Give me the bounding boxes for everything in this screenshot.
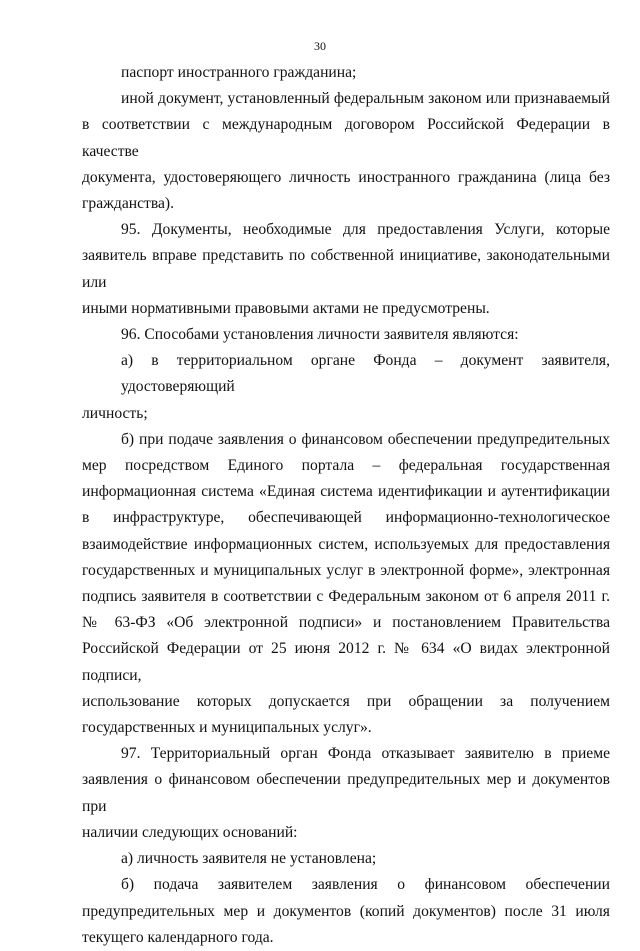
text-line: б) подача заявителем заявления о финансовом обеспечении (121, 876, 610, 894)
text-line: мер посредством Единого портала – федеральная государственная (82, 457, 610, 475)
text-line: подпись заявителя в соответствии с Федеральным законом от 6 апреля 2011 г. (82, 588, 610, 606)
paragraph-96 (82, 322, 610, 348)
text-line: информационная система «Единая система идентификации и аутентификации (82, 483, 610, 501)
text-line: предупредительных мер и документов (копий документов) после 31 июля (82, 902, 610, 920)
text-line: 97. Территориальный орган Фонда отказывает заявителю в приеме (121, 745, 610, 763)
text-line: гражданства). (82, 195, 174, 213)
text-line: паспорт иностранного гражданина; (121, 64, 357, 81)
text-line: заявитель вправе представить по собственной инициативе, законодательными или (82, 247, 610, 291)
text-line: наличии следующих оснований: (82, 823, 298, 841)
paragraph-96-b (82, 427, 610, 741)
text-line: Российской Федерации от 25 июня 2012 г. № 634 «О видах электронной подписи, (82, 640, 610, 684)
text-line: текущего календарного года. (82, 928, 274, 946)
paragraph-passport (82, 60, 610, 86)
text-line: взаимодействие информационных систем, используемых для предоставления (82, 535, 610, 553)
document-body (82, 60, 610, 951)
page-number: 30 (314, 39, 326, 53)
text-line: иными нормативными правовыми актами не предусмотрены. (82, 299, 490, 317)
text-line: 95. Документы, необходимые для предоставления Услуги, которые (121, 221, 610, 239)
text-line: в соответствии с международным договором Российской Федерации в качестве (82, 116, 610, 160)
text-line: в инфраструктуре, обеспечивающей информационно-технологическое (82, 509, 610, 527)
text-line: № 63-ФЗ «Об электронной подписи» и постановлением Правительства (82, 614, 610, 632)
paragraph-97 (82, 741, 610, 846)
text-line: а) в территориальном органе Фонда – документ заявителя, удостоверяющий (121, 352, 610, 396)
text-line: заявления о финансовом обеспечении предупредительных мер и документов при (82, 771, 610, 815)
paragraph-97-b (82, 872, 610, 951)
paragraph-other-document (82, 86, 610, 217)
text-line: а) личность заявителя не установлена; (121, 850, 377, 868)
text-line: иной документ, установленный федеральным законом или признаваемый (121, 90, 610, 108)
paragraph-95 (82, 217, 610, 322)
text-line: личность; (82, 404, 148, 422)
text-line: документа, удостоверяющего личность иностранного гражданина (лица без (82, 168, 610, 186)
text-line: 96. Способами установления личности заявителя являются: (121, 326, 519, 344)
text-line: использование которых допускается при обращении за получением (82, 692, 610, 710)
text-line: б) при подаче заявления о финансовом обеспечении предупредительных (121, 430, 610, 448)
paragraph-96-a (82, 348, 610, 427)
text-line: государственных и муниципальных услуг в электронной форме», электронная (82, 561, 610, 579)
paragraph-97-a (82, 846, 610, 872)
text-line: государственных и муниципальных услуг». (82, 719, 372, 737)
